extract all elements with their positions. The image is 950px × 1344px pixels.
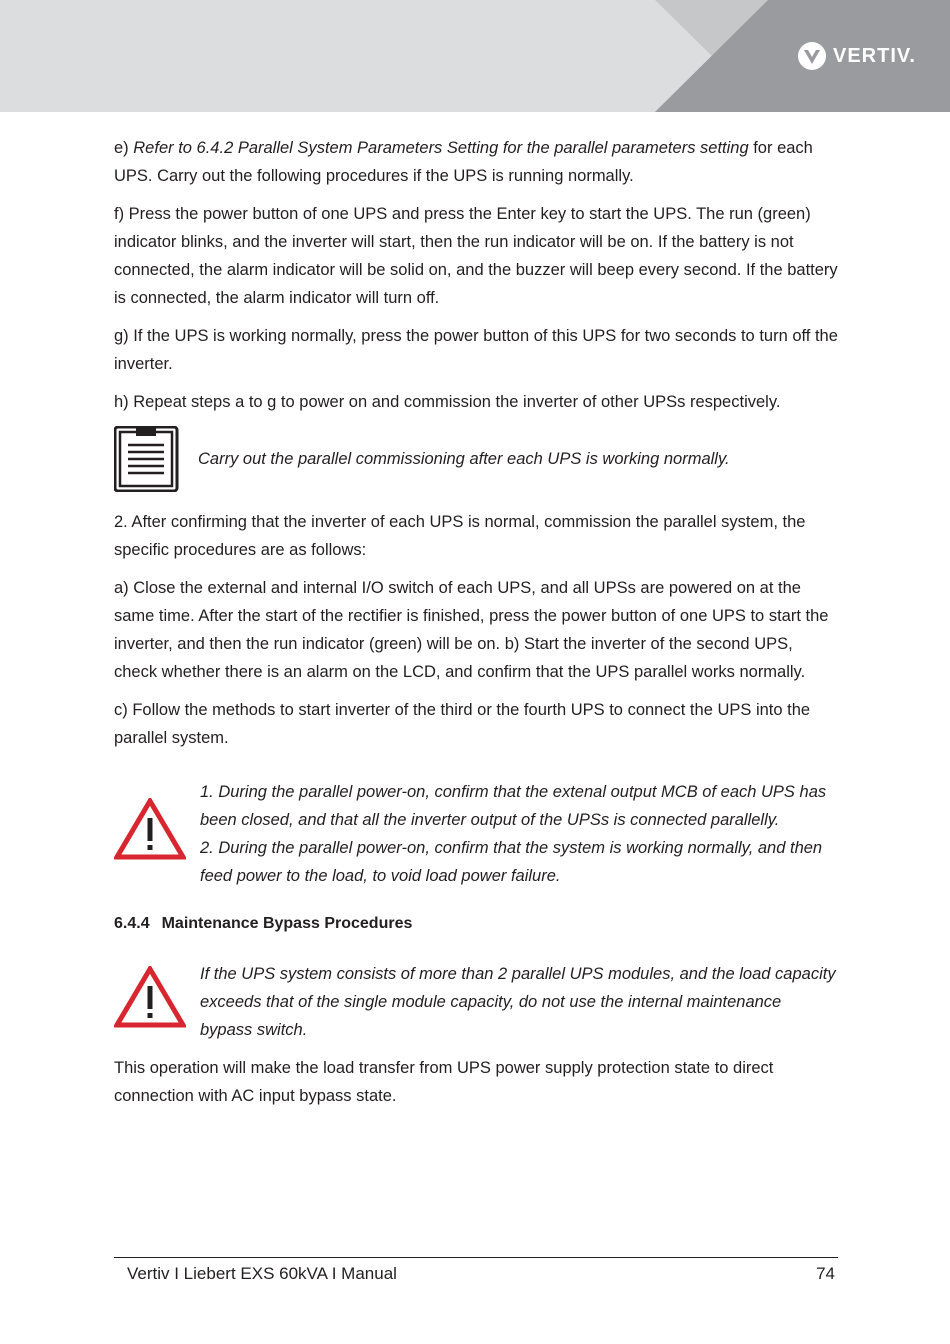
warning-callout-bypass <box>114 960 838 1044</box>
note-callout <box>114 426 838 492</box>
vertiv-logo-icon <box>797 41 827 71</box>
step-e-text: for each UPS. Carry out the following procedures if the UPS is running normally. <box>114 139 813 185</box>
vertiv-logo <box>797 41 916 71</box>
section-title: Maintenance Bypass Procedures <box>161 915 413 932</box>
step-e <box>114 134 838 190</box>
warning-line-2: 2. During the parallel power-on, confirm that the system is working normally, and then feed power to the load, to void load power failure. <box>200 839 823 885</box>
clipboard-note-icon <box>114 426 180 492</box>
manual-body <box>114 134 838 1120</box>
section-number: 6.4.4 <box>114 915 150 932</box>
footer-divider <box>114 1257 838 1258</box>
footer-doc-title: Vertiv I Liebert EXS 60kVA I Manual <box>127 1264 397 1283</box>
step-2a: a) Close the external and internal I/O switch of each UPS, and all UPSs are powered on at the same time. After the start of the rectifier is finished, press the power button of one UPS to start the inverter, and then the run indicator (green) will be on. b) Start the inverter of the second UPS, check whether there is an alarm on the LCD, and confirm that the UPS parallel works normally. <box>114 579 829 681</box>
page-header <box>0 0 950 112</box>
step-g: g) If the UPS is working normally, press the power button of this UPS for two seconds to turn off the inverter. <box>114 327 838 373</box>
warning-text-parallel <box>200 778 838 890</box>
step-h: h) Repeat steps a to g to power on and commission the inverter of other UPSs respectively. <box>114 393 781 411</box>
warning-text-bypass: If the UPS system consists of more than 2 parallel UPS modules, and the load capacity exceeds that of the single module capacity, do not use the internal maintenance bypass switch. <box>200 965 836 1039</box>
step-f: f) Press the power button of one UPS and press the Enter key to start the UPS. The run (green) indicator blinks, and the inverter will start, then the run indicator will be on. If the battery is not connected, the alarm indicator will be solid on, and the buzzer will beep every second. If the battery is connected, the alarm indicator will turn off. <box>114 205 838 307</box>
warning-callout-parallel <box>114 778 838 890</box>
brand-name: VERTIV. <box>833 44 916 67</box>
page-number: 74 <box>816 1264 835 1283</box>
step-e-reference: Refer to 6.4.2 Parallel System Parameters Setting for the parallel parameters setting <box>133 139 749 157</box>
step-2c: c) Follow the methods to start inverter of the third or the fourth UPS to connect the UPS into the parallel system. <box>114 701 811 747</box>
step-e-prefix: e) <box>114 139 134 157</box>
warning-triangle-icon <box>114 798 186 860</box>
warning-line-1: 1. During the parallel power-on, confirm that the extenal output MCB of each UPS has been closed, and that all the inverter output of the UPSs is connected parallelly. <box>200 783 827 829</box>
step-2: 2. After confirming that the inverter of each UPS is normal, commission the parallel system, the specific procedures are as follows: <box>114 513 806 559</box>
warning-triangle-icon <box>114 966 186 1028</box>
note-text: Carry out the parallel commissioning after each UPS is working normally. <box>198 450 730 468</box>
section-heading <box>114 912 838 936</box>
closing-paragraph: This operation will make the load transfer from UPS power supply protection state to direct connection with AC input bypass state. <box>114 1059 774 1105</box>
